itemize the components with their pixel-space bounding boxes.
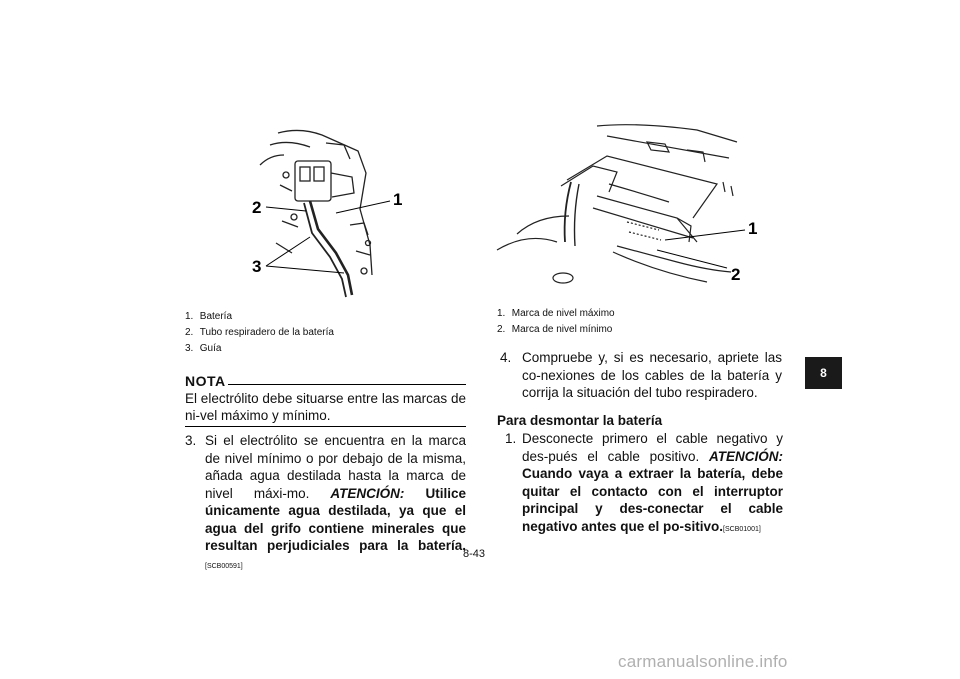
note-body: El electrólito debe situarse entre las marcas de ni-vel máximo y mínimo. — [185, 391, 466, 423]
note-title: NOTA — [185, 373, 226, 389]
figure-right-legend — [497, 306, 615, 338]
step-text: Si el electrólito se encuentra en la marca de nivel mínimo o por debajo de la misma, añada agua destilada hasta la marca de nivel máxi-mo. — [205, 433, 466, 501]
note-rule-bottom — [185, 426, 466, 427]
reference-code: [SCB01001] — [723, 525, 761, 533]
step-text: Desconecte primero el cable negativo y des-pués el cable positivo. — [522, 431, 783, 464]
step-4 — [500, 349, 782, 402]
step-1 — [505, 430, 783, 538]
callout-3: 3 — [252, 257, 262, 276]
attention-text: Utilice únicamente agua destilada, ya que el agua del grifo contiene minerales que resultan perjudiciales para la batería. — [205, 485, 466, 553]
figure-left-legend — [185, 309, 334, 357]
page-number: 8-43 — [463, 548, 486, 560]
legend-item: 2. Tubo respiradero de la batería — [185, 327, 334, 338]
step-number: 3. — [185, 433, 197, 448]
callout-1: 1 — [393, 190, 403, 209]
legend-item: 3. Guía — [185, 343, 222, 354]
step-3 — [185, 432, 466, 575]
reference-code: [SCB00591] — [205, 562, 243, 570]
attention-text: Cuando vaya a extraer la batería, debe quitar el contacto con el interruptor principal y des-conectar el cable negativo antes que el po-sitivo. — [522, 466, 783, 534]
step-text: Compruebe y, si es necesario, apriete las co-nexiones de los cables de la batería y corrija la situación del tubo respiradero. — [522, 350, 782, 400]
step-number: 1. — [505, 431, 517, 446]
legend-item: 1. Marca de nivel máximo — [497, 308, 615, 319]
attention-label: ATENCIÓN: — [330, 485, 405, 501]
step-number: 4. — [500, 350, 512, 365]
callout-2: 2 — [731, 265, 741, 284]
section-title: Para desmontar la batería — [497, 413, 663, 428]
attention-label: ATENCIÓN: — [709, 448, 783, 464]
note-rule-top — [228, 384, 466, 385]
figure-electrolyte-level — [497, 122, 767, 302]
figure-battery-location — [240, 125, 403, 300]
chapter-tab: 8 — [805, 357, 842, 389]
callout-2: 2 — [252, 198, 262, 217]
legend-item: 1. Batería — [185, 311, 233, 322]
battery-illustration — [240, 125, 403, 300]
electrolyte-level-illustration — [497, 122, 767, 302]
callout-1: 1 — [748, 219, 758, 238]
legend-item: 2. Marca de nivel mínimo — [497, 324, 613, 335]
watermark-text: carmanualsonline.info — [618, 652, 788, 671]
